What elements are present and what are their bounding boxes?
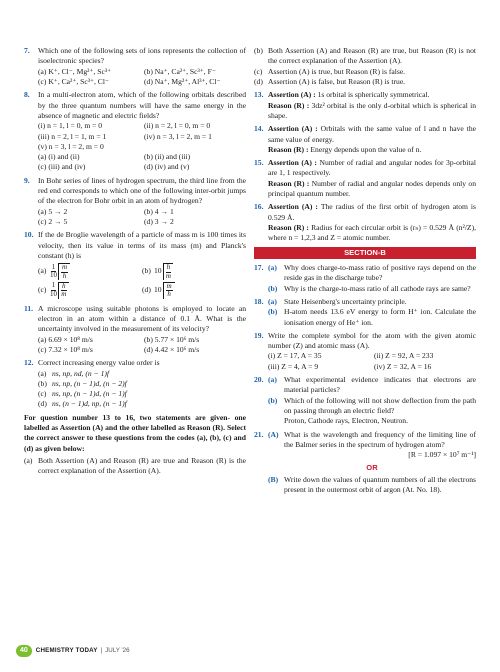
option-b: (b) (ii) and (iii) [144, 152, 191, 162]
question-text: If the de Broglie wavelength of a particle of mass m is 100 times its velocity, then its value in terms of its mass (m) and Planck's constant (h) is [38, 230, 246, 260]
question-text: Write the complete symbol for the atom with the given atomic number (Z) and atomic mass (A). [268, 330, 476, 351]
option-b: (b) 4 → 1 [144, 206, 174, 216]
reason-label: Reason (R) : [268, 144, 309, 154]
question-number: 18. [254, 296, 264, 306]
option-d: (d) Na⁺, Mg²⁺, Al³⁺, Cl⁻ [144, 76, 221, 86]
question-number: 16. [254, 202, 264, 212]
reason-label: Reason (R) : [268, 100, 310, 110]
question-number: 7. [24, 46, 30, 55]
question-8 [24, 90, 246, 173]
question-text: Which one of the following sets of ions represents the collection of isoelectronic species? [38, 46, 246, 66]
item-iv: (iv) Z = 32, A = 16 [374, 361, 432, 371]
question-number: 14. [254, 124, 264, 134]
option-a: (a) $\frac{1}{10}$ $\frac{m}{h}$ [38, 263, 142, 280]
reason-text: Number of radial and angular nodes depends only on principal quantum number. [268, 178, 476, 199]
code-a: (a) Both Assertion (A) and Reason (R) are true and Reason (R) is the correct explanation of the Assertion (A). [24, 456, 246, 476]
magazine-name: CHEMISTRY TODAY [35, 646, 98, 654]
option-c: (c) K⁺, Ca²⁺, Sc³⁺, Cl⁻ [38, 76, 109, 86]
option-b: (b) ns, np, (n − 1)d, (n − 2)f [38, 378, 127, 388]
option-d: (d) (iv) and (v) [144, 162, 190, 172]
section-b-banner: SECTION-B [254, 247, 476, 259]
question-9 [24, 176, 246, 228]
part-a: (a) Why does charge-to-mass ratio of positive rays depend on the reside gas in the discharge tube? [268, 262, 476, 283]
question-number: 15. [254, 158, 264, 168]
question-text: In Bohr series of lines of hydrogen spectrum, the third line from the red end corresponds to which one of the following inter-orbit jumps of the electron for Bohr orbit in an atom of hydrogen? [38, 175, 246, 206]
item-i: (i) Z = 17, A = 35 [268, 351, 322, 361]
question-11 [24, 304, 246, 356]
orbital-i: (i) n = 1, l = 0, m = 0 [38, 121, 103, 131]
question-text: Correct increasing energy value order is [38, 358, 160, 368]
assertion-label: Assertion (A) : [268, 90, 316, 100]
assertion-label: Assertion (A) : [268, 124, 318, 134]
orbital-iv: (iv) n = 3, l = 2, m = 1 [144, 131, 212, 141]
question-number: 20. [254, 375, 264, 385]
code-c: (c) Assertion (A) is true, but Reason (R) is false. [254, 66, 406, 76]
question-number: 8. [24, 90, 30, 100]
option-a: (a) 6.69 × 10⁸ m/s [38, 334, 93, 344]
option-b: (b) 10 $\frac{h}{m}$ [142, 263, 246, 280]
question-number: 11. [24, 303, 34, 313]
question-14 [254, 124, 476, 155]
page-footer [16, 645, 130, 657]
question-18 [254, 297, 476, 328]
left-column [24, 46, 246, 477]
question-number: 12. [24, 358, 34, 368]
orbital-ii: (ii) n = 2, l = 0, m = 0 [144, 121, 211, 131]
question-16 [254, 202, 476, 243]
footer-separator: | [100, 646, 103, 654]
question-text: A microscope using suitable photons is employed to locate an electron in an atom within a distance of 0.1 Å. What is the uncertainty involved in the measurement of its velocity? [38, 303, 246, 334]
option-d: (d) 10 $\frac{m}{h}$ [142, 282, 246, 299]
part-B: (B) Write down the values of quantum numbers of all the electrons present in the outermost orbit of argon (At. No. 18). [268, 474, 476, 495]
question-17 [254, 263, 476, 294]
question-21 [254, 430, 476, 496]
issue-date: JULY '26 [105, 646, 130, 654]
part-a: (a) State Heisenberg's uncertainty principle. [268, 296, 407, 306]
reason-label: Reason (R) : [268, 178, 310, 188]
reason-label: Reason (R) : [268, 223, 309, 232]
option-a: (a) K⁺, Cl⁻, Mg²⁺, Sc³⁺ [38, 66, 112, 76]
assertion-text: Orbitals with the same value of l and n have the same value of energy. [268, 124, 476, 144]
assertion-label: Assertion (A) : [268, 158, 317, 168]
question-13 [254, 90, 476, 121]
question-15 [254, 158, 476, 199]
rydberg-note: [R = 1.097 × 10⁷ m⁻¹] [408, 450, 476, 460]
orbital-iii: (iii) n = 2, l = 1, m = 1 [38, 131, 107, 141]
part-A: (A) What is the wavelength and frequency of the limiting line of the Balmer series in the spectrum of hydrogen atom? [R = 1.097 × 10⁷ m⁻¹] [268, 429, 476, 460]
page-number: 40 [16, 645, 32, 657]
question-number: 21. [254, 429, 264, 439]
question-number: 19. [254, 330, 264, 340]
part-b: (b) Why is the charge-to-mass ratio of all cathode rays are same? [268, 283, 471, 293]
assertion-text: 1s orbital is spherically symmetrical. [317, 90, 430, 100]
question-number: 13. [254, 90, 264, 100]
item-ii: (ii) Z = 92, A = 233 [374, 351, 434, 361]
option-c: (c) 2 → 5 [38, 217, 68, 226]
reason-text: Radius for each circular orbit is (rₙ) = 0.529 Å (n²/Z), where n = 1,2,3 and Z = atomic number. [268, 223, 476, 243]
option-a: (a) 5 → 2 [38, 206, 68, 216]
code-d: (d) Assertion (A) is false, but Reason (R) is true. [254, 76, 406, 86]
question-number: 17. [254, 262, 264, 272]
assertion-label: Assertion (A) : [268, 202, 318, 212]
reason-text: 3dz² orbital is the only d-orbital which is spherical in shape. [268, 100, 476, 120]
or-divider: OR [366, 462, 378, 472]
question-text: In a multi-electron atom, which of the following orbitals described by the three quantum numbers will have the same energy in the absence of magnetic and electric fields? [38, 90, 246, 120]
option-a: (a) ns, np, nd, (n − 1)f [38, 368, 110, 378]
orbital-v: (v) n = 3, l = 2, m = 0 [38, 141, 104, 151]
part-b: (b) H-atom needs 13.6 eV energy to form H⁺ ion. Calculate the ionisation energy of He⁺ ion. [268, 307, 476, 327]
option-c: (c) 7.32 × 10⁸ m/s [38, 344, 93, 354]
option-d: (d) 4.42 × 10⁶ m/s [144, 344, 200, 354]
part-a: (a) What experimental evidence indicates that electrons are material particles? [268, 375, 476, 395]
option-d: (d) 3 → 2 [144, 217, 174, 226]
option-b: (b) Na⁺, Ca²⁺, Sc³⁺, F⁻ [144, 66, 216, 76]
reason-text: Energy depends upon the value of n. [310, 144, 422, 154]
code-b: (b) Both Assertion (A) and Reason (R) are true, but Reason (R) is not the correct explanation of the Assertion (A). [254, 46, 476, 66]
question-10 [24, 230, 246, 300]
question-number: 9. [24, 175, 30, 185]
assertion-text: The radius of the first orbit of hydrogen atom is 0.529 Å. [268, 202, 476, 222]
question-19 [254, 331, 476, 372]
option-b: (b) 5.77 × 10⁶ m/s [144, 334, 200, 344]
option-d: (d) ns, (n − 1)d, np, (n − 1)f [38, 399, 127, 409]
question-20 [254, 375, 476, 427]
question-number: 10. [24, 230, 34, 240]
option-c: (c) $\frac{1}{10}$ $\frac{h}{m}$ [38, 282, 142, 299]
option-c: (c) (iii) and (iv) [38, 162, 86, 172]
item-iii: (iii) Z = 4, A = 9 [268, 361, 319, 371]
option-c: (c) ns, np, (n − 1)d, (n − 1)f [38, 389, 127, 399]
right-column [254, 46, 476, 499]
part-b: (b) Which of the following will not show deflection from the path on passing through an electric field? Proton, Cathode rays, Electron, Neutron. [268, 395, 476, 426]
particle-list: Proton, Cathode rays, Electron, Neutron. [284, 416, 409, 426]
question-12 [24, 358, 246, 410]
assertion-text: Number of radial and angular nodes for 3p-orbital are 1, 1 respectively. [268, 158, 476, 178]
question-7 [24, 46, 246, 87]
option-a: (a) (i) and (ii) [38, 152, 80, 162]
assertion-reason-instructions: For question number 13 to 16, two statements are given- one labelled as Assertion (A) and the other labelled as Reason (R). Select the correct answer to these questions from the codes (a), (b), (c) and (d) as given below: [24, 412, 246, 453]
